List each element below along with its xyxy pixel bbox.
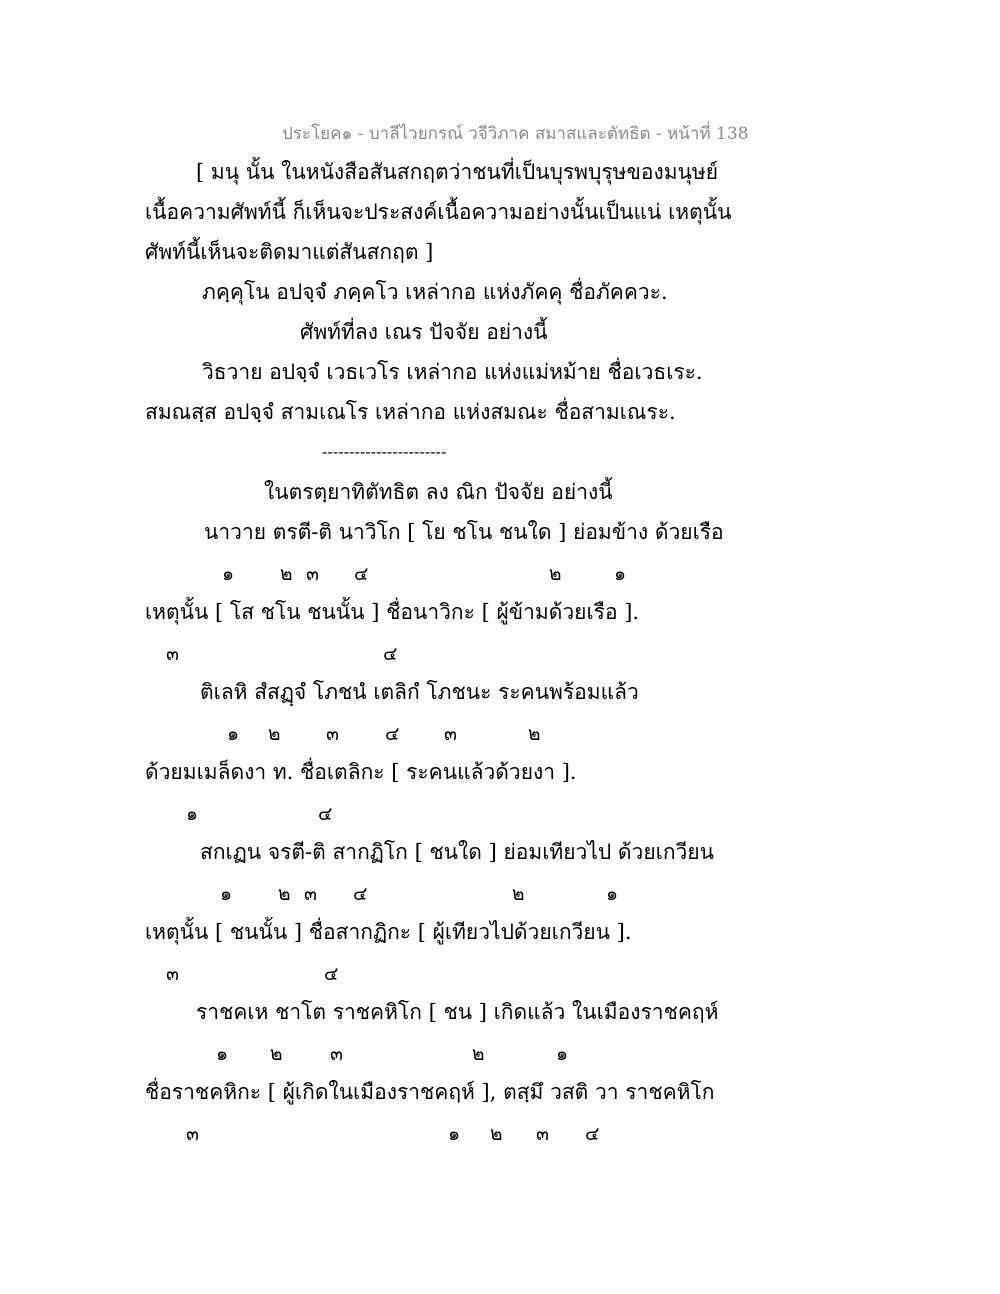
word-order-number: ๑ [606, 883, 619, 905]
word-order-number: ๑ [216, 1043, 229, 1065]
word-order-number: ๑ [614, 563, 627, 585]
word-order-number: ๔ [353, 883, 368, 905]
word-order-number: ๔ [383, 643, 398, 665]
word-order-number: ๔ [324, 963, 339, 985]
word-order-number: ๓ [444, 723, 457, 745]
word-order-number: ๑ [556, 1043, 569, 1065]
word-order-number: ๒ [549, 563, 562, 585]
word-order-number: ๑ [227, 723, 240, 745]
word-order-number: ๓ [536, 1123, 549, 1145]
word-order-number: ๒ [268, 723, 281, 745]
word-order-number: ๒ [280, 563, 293, 585]
note-line-3: ศัพท์นี้เห็นจะติดมาแต่สันสกฤต ] [145, 240, 434, 264]
page-header: ประโยค๑ - บาลีไวยกรณ์ วจีวิภาค สมาสและตัทธิต - หน้าที่ 138 [282, 124, 749, 144]
example-line: ติเลหิ สํสฏฺจํ โภชนํ เตลิกํ โภชนะ ระคนพร้อมแล้ว [200, 680, 639, 704]
example-line: สมณสฺส อปจฺจํ สามเณโร เหล่ากอ แห่งสมณะ ชื่อสามเณระ. [145, 400, 676, 424]
example-line: เหตุนั้น [ โส ชโน ชนนั้น ] ชื่อนาวิกะ [ ผู้ข้ามด้วยเรือ ]. [145, 600, 640, 624]
word-order-number: ๑ [220, 883, 233, 905]
word-order-number: ๒ [490, 1123, 503, 1145]
word-order-number: ๒ [472, 1043, 485, 1065]
note-line-1: [ มนุ นั้น ในหนังสือสันสกฤตว่าชนที่เป็นบุรพบุรุษของมนุษย์ [196, 160, 719, 184]
word-order-number: ๒ [278, 883, 291, 905]
word-order-number: ๓ [326, 723, 339, 745]
example-line: ด้วยมเมล็ดงา ท. ชื่อเตลิกะ [ ระคนแล้วด้วยงา ]. [145, 760, 577, 784]
word-order-number: ๓ [306, 563, 319, 585]
example-line: ชื่อราชคหิกะ [ ผู้เกิดในเมืองราชคฤห์ ], ตสฺมึ วสติ วา ราชคหิโก [145, 1080, 715, 1104]
word-order-number: ๓ [166, 643, 179, 665]
word-order-number: ๑ [448, 1123, 461, 1145]
divider: ----------------------- [322, 442, 447, 461]
subheading: ศัพท์ที่ลง เณร ปัจจัย อย่างนี้ [300, 320, 548, 344]
word-order-number: ๒ [528, 723, 541, 745]
word-order-number: ๓ [166, 963, 179, 985]
word-order-number: ๑ [222, 563, 235, 585]
word-order-number: ๓ [186, 1123, 199, 1145]
word-order-number: ๓ [330, 1043, 343, 1065]
example-line: เหตุนั้น [ ชนนั้น ] ชื่อสากฏิกะ [ ผู้เทียวไปด้วยเกวียน ]. [145, 920, 632, 944]
word-order-number: ๔ [585, 1123, 600, 1145]
word-order-number: ๑ [186, 803, 199, 825]
word-order-number: ๒ [512, 883, 525, 905]
example-line: นาวาย ตรตี-ติ นาวิโก [ โย ชโน ชนใด ] ย่อมข้าง ด้วยเรือ [204, 520, 724, 544]
note-line-2: เนื้อความศัพท์นี้ ก็เห็นจะประสงค์เนื้อความอย่างนั้นเป็นแน่ เหตุนั้น [145, 200, 732, 224]
word-order-number: ๓ [304, 883, 317, 905]
word-order-number: ๒ [270, 1043, 283, 1065]
word-order-number: ๔ [385, 723, 400, 745]
word-order-number: ๔ [318, 803, 333, 825]
example-line: วิธวาย อปจฺจํ เวธเวโร เหล่ากอ แห่งแม่หม้าย ชื่อเวธเระ. [202, 360, 703, 384]
word-order-number: ๔ [354, 563, 369, 585]
example-line: ภคฺคุโน อปจฺจํ ภคฺคโว เหล่ากอ แห่งภัคคุ ชื่อภัคควะ. [202, 280, 668, 304]
example-line: ราชคเห ชาโต ราชคหิโก [ ชน ] เกิดแล้ว ในเมืองราชคฤห์ [196, 1000, 719, 1024]
subheading: ในตรตฺยาทิตัทธิต ลง ณิก ปัจจัย อย่างนี้ [264, 480, 613, 504]
example-line: สกเฏน จรตี-ติ สากฏิโก [ ชนใด ] ย่อมเทียวไป ด้วยเกวียน [200, 840, 714, 864]
